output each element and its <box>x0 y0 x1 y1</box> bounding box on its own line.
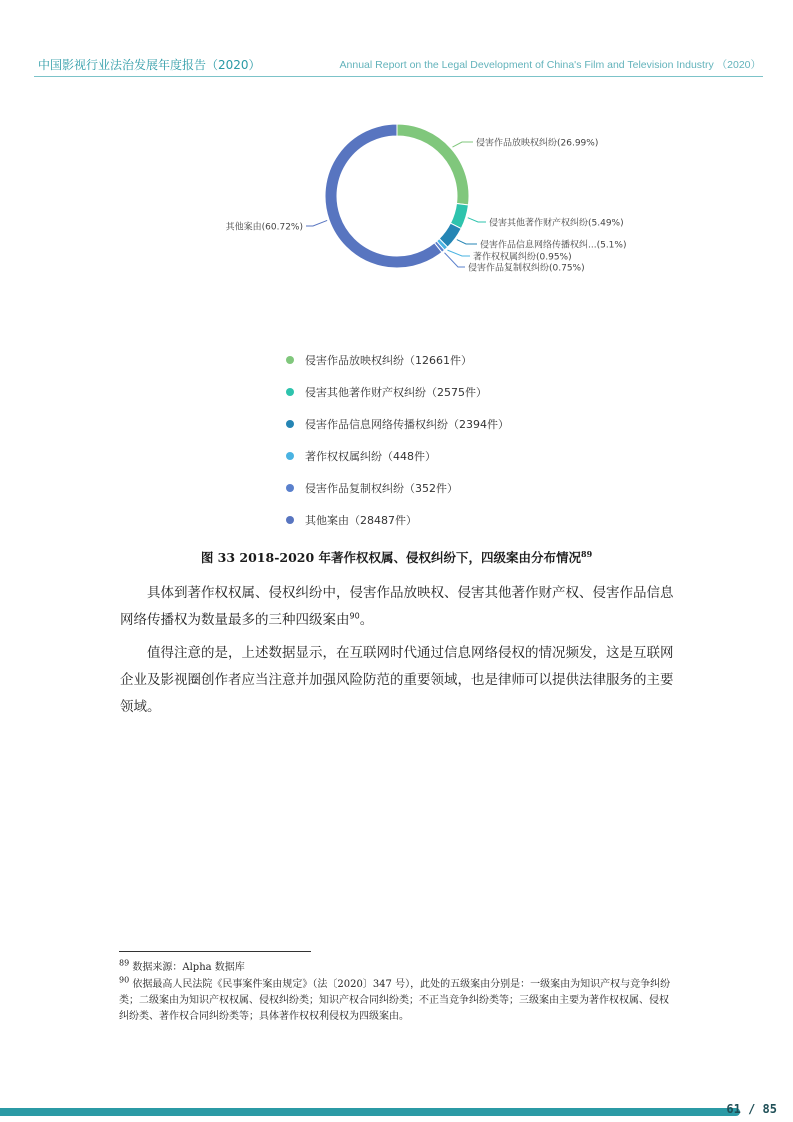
legend-item-other-causes[interactable] <box>286 504 509 536</box>
slice-label-other-causes: 其他案由(60.72%) <box>225 222 303 233</box>
leader-line-ownership-dispute <box>447 250 470 256</box>
leader-line-screening-right <box>452 142 473 147</box>
leader-line-other-property-right <box>468 218 486 222</box>
legend-item-screening-right[interactable] <box>286 344 509 376</box>
slice-label-network-transmission-right: 侵害作品信息网络传播权纠...(5.1%) <box>480 240 627 251</box>
footnote-90 <box>119 977 675 1025</box>
footnote-89-mark: 89 <box>119 958 130 968</box>
footnote-90-mark: 90 <box>119 975 130 985</box>
paragraph-1-end: 。 <box>359 612 374 628</box>
legend-label: 其他案由（28487件） <box>305 514 417 527</box>
footer-bar <box>0 1108 740 1116</box>
footnote-90-text: 依据最高人民法院《民事案件案由规定》（法〔2020〕347 号），此处的五级案由分别是：一级案由为知识产权与竞争纠纷类；二级案由为知识产权权属、侵权纠纷类；知识产权合同纠纷类；不正当竞争纠纷类等；三级案由主要为著作权权属、侵权纠纷类、著作权合同纠纷类等；具体著作权权利侵权为四级案由。 <box>119 979 671 1022</box>
paragraph-1-footnote-ref[interactable]: 90 <box>349 611 360 621</box>
donut-chart <box>0 0 793 330</box>
slice-label-other-property-right: 侵害其他著作财产权纠纷(5.49%) <box>489 218 624 229</box>
chart-legend <box>286 344 509 536</box>
header-title-cn: 中国影视行业法治发展年度报告（2020） <box>38 58 261 72</box>
legend-label: 侵害作品信息网络传播权纠纷（2394件） <box>305 418 509 431</box>
paragraph-2: 值得注意的是，上述数据显示，在互联网时代通过信息网络侵权的情况频发，这是互联网企业及影视圈创作者应当注意并加强风险防范的重要领域，也是律师可以提供法律服务的主要领域。 <box>120 645 674 715</box>
legend-label: 侵害作品复制权纠纷（352件） <box>305 482 458 495</box>
slice-label-screening-right: 侵害作品放映权纠纷(26.99%) <box>476 138 599 149</box>
legend-dot-icon <box>286 356 294 364</box>
footnote-89-text: 数据来源：Alpha 数据库 <box>132 962 245 973</box>
legend-dot-icon <box>286 452 294 460</box>
legend-label: 侵害作品放映权纠纷（12661件） <box>305 354 472 367</box>
donut-slice-other-causes[interactable] <box>325 124 442 268</box>
leader-line-network-transmission-right <box>457 240 477 244</box>
footnote-divider <box>119 951 311 952</box>
figure-caption <box>0 548 793 566</box>
paragraph-1 <box>120 580 676 634</box>
legend-item-network-transmission-right[interactable] <box>286 408 509 440</box>
legend-dot-icon <box>286 516 294 524</box>
legend-item-reproduction-right[interactable] <box>286 472 509 504</box>
caption-text: 图 33 2018-2020 年著作权权属、侵权纠纷下，四级案由分布情况 <box>200 550 582 565</box>
legend-dot-icon <box>286 420 294 428</box>
legend-dot-icon <box>286 484 294 492</box>
donut-slice-screening-right[interactable] <box>397 124 469 205</box>
slice-label-ownership-dispute: 著作权权属纠纷(0.95%) <box>473 252 572 263</box>
slice-label-reproduction-right: 侵害作品复制权纠纷(0.75%) <box>468 263 585 274</box>
footnote-89 <box>119 960 675 976</box>
legend-label: 著作权权属纠纷（448件） <box>305 450 436 463</box>
page-number: 61 / 85 <box>726 1102 777 1116</box>
header-title-en: Annual Report on the Legal Development of China's Film and Television Industry （2020） <box>339 59 761 71</box>
caption-footnote-ref[interactable]: 89 <box>581 548 593 559</box>
legend-label: 侵害其他著作财产权纠纷（2575件） <box>305 386 487 399</box>
legend-item-other-property-right[interactable] <box>286 376 509 408</box>
paragraph-1-text: 具体到著作权权属、侵权纠纷中，侵害作品放映权、侵害其他著作财产权、侵害作品信息网络传播权为数量最多的三种四级案由 <box>120 585 674 628</box>
leader-line-reproduction-right <box>445 253 465 267</box>
legend-item-ownership-dispute[interactable] <box>286 440 509 472</box>
legend-dot-icon <box>286 388 294 396</box>
leader-line-other-causes <box>306 220 327 226</box>
